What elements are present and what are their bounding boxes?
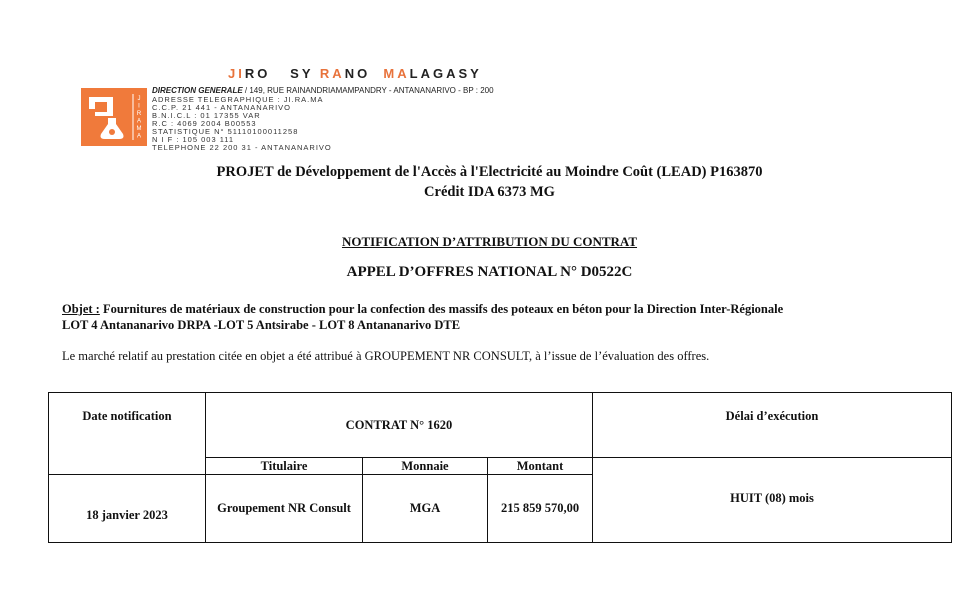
- brand-segment: RA: [319, 66, 345, 81]
- monnaie-column-header: Monnaie: [401, 458, 449, 473]
- logo-letter: J: [137, 96, 141, 102]
- brand-segment: LAGASY: [409, 66, 482, 81]
- marche-statement: Le marché relatif au prestation citée en objet a été attribué à GROUPEMENT NR CONSULT, à l’issue de l’évaluation des offres.: [62, 349, 710, 363]
- address-line: STATISTIQUE N° 51110100011258: [152, 127, 299, 136]
- logo-letter: M: [136, 126, 142, 132]
- address-line: ADRESSE TELEGRAPHIQUE : JI.RA.MA: [152, 95, 324, 104]
- montant-value: 215 859 570,00: [500, 501, 580, 515]
- address-block: [152, 96, 332, 152]
- direction-generale: [152, 86, 494, 95]
- table-border-right: [951, 392, 952, 543]
- titulaire-value: Groupement NR Consult: [217, 501, 351, 515]
- faucet-bulb-icon: [81, 88, 147, 146]
- project-title: PROJET de Développement de l'Accès à l'Electricité au Moindre Coût (LEAD) P163870: [216, 164, 763, 180]
- notification-title: NOTIFICATION D’ATTRIBUTION DU CONTRAT: [341, 234, 638, 249]
- direction-label: DIRECTION GENERALE: [152, 86, 243, 95]
- logo-letter: R: [136, 111, 142, 117]
- objet-line-1: Fournitures de matériaux de construction pour la confection des massifs des poteaux en béton pour la Direction Inter-Régionale: [99, 302, 784, 316]
- monnaie-value: MGA: [409, 501, 441, 515]
- table-border-bottom: [48, 542, 952, 543]
- logo-letter: A: [136, 118, 142, 125]
- date-notification-header: Date notification: [82, 408, 172, 423]
- address-line: C.C.P. 21 441 - ANTANANARIVO: [152, 103, 292, 112]
- titulaire-column-header: Titulaire: [260, 458, 308, 473]
- objet-block: [62, 301, 783, 333]
- objet-label: Objet :: [62, 302, 100, 316]
- delay-value: HUIT (08) mois: [730, 490, 814, 505]
- date-notification-value: 18 janvier 2023: [86, 507, 168, 522]
- brand-segment: MA: [383, 66, 410, 81]
- delay-header: Délai d’exécution: [725, 408, 819, 423]
- jirama-logo: [81, 88, 147, 146]
- objet-line-2: LOT 4 Antananarivo DRPA -LOT 5 Antsirabe - LOT 8 Antananarivo DTE: [62, 318, 461, 332]
- brand-segment: NO: [344, 66, 384, 81]
- logo-letter: A: [136, 133, 142, 140]
- montant-column-header: Montant: [516, 458, 564, 473]
- contract-number-header: CONTRAT N° 1620: [345, 417, 453, 432]
- address-line: R.C : 4069 2004 B00553: [152, 119, 257, 128]
- logo-letter: I: [138, 103, 140, 110]
- brand-segment: JI: [228, 66, 245, 81]
- address-line: TELEPHONE 22 200 31 - ANTANANARIVO: [152, 143, 332, 152]
- address-line: B.N.I.C.L : 01 17355 VAR: [152, 111, 261, 120]
- credit-line: Crédit IDA 6373 MG: [424, 184, 555, 200]
- address-line: N I F : 105 003 111: [152, 135, 235, 144]
- direction-address: / 149, RUE RAINANDRIAMAMPANDRY - ANTANANARIVO - BP : 200: [242, 86, 494, 95]
- appel-offres-title: APPEL D’OFFRES NATIONAL N° D0522C: [346, 264, 633, 280]
- company-name: [228, 66, 482, 81]
- brand-segment: RO SY: [244, 66, 320, 81]
